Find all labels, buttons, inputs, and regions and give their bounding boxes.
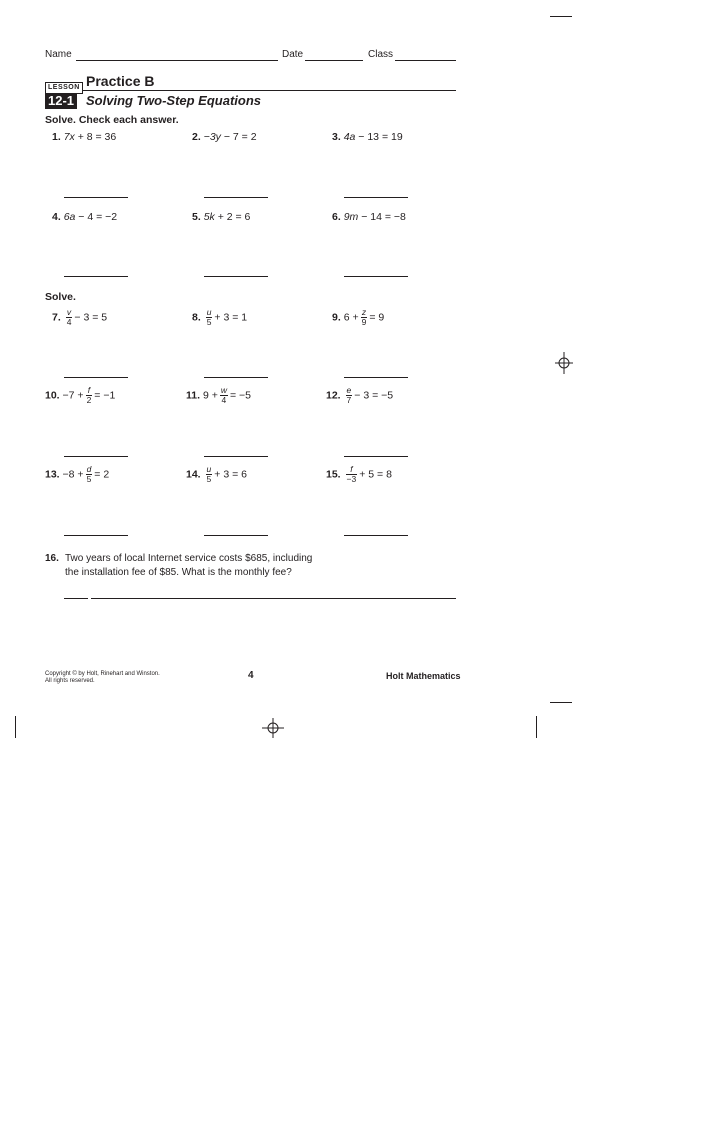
fraction: $\frac{v}{4}$ [66,307,72,327]
answer-line-9[interactable] [344,377,408,378]
problem-4: 4. 6a − 4 = −2 [52,211,118,223]
crop-mark-bottom-right [550,702,572,703]
fraction: $\frac{z}{9}$ [361,307,367,327]
answer-line-6[interactable] [344,276,408,277]
problem-1: 1. 7x + 8 = 36 [52,131,117,143]
problem-2: 2. −3y − 7 = 2 [192,131,257,143]
word-problem-text-line1: Two years of local Internet service costs $685, including [65,553,313,564]
lesson-number-badge: 12-1 [45,93,77,109]
answer-line-5[interactable] [204,276,268,277]
problem-6: 6. 9m − 14 = −8 [332,211,406,223]
registration-mark-right-icon [555,352,573,374]
problem-15: 15. $\frac{f}{-3}$ + 5 = 8 [326,464,392,484]
answer-line-8[interactable] [204,377,268,378]
problem-13: 13. −8 + $\frac{d}{5}$ = 2 [45,464,110,484]
answer-line-11[interactable] [204,456,268,457]
fraction: $\frac{d}{5}$ [86,464,92,484]
date-label: Date [282,49,304,60]
section1-instruction: Solve. Check each answer. [45,114,179,126]
answer-line-15[interactable] [344,535,408,536]
crop-mark-left [15,716,16,738]
problem-10: 10. −7 + $\frac{f}{2}$ = −1 [45,385,116,405]
crop-mark-right [536,716,537,738]
word-problem-text-line2: the installation fee of $85. What is the monthly fee? [65,567,292,578]
answer-line-3[interactable] [344,197,408,198]
problem-9: 9. 6 + $\frac{z}{9}$ = 9 [332,307,385,327]
answer-line-4[interactable] [64,276,128,277]
fraction: $\frac{f}{2}$ [86,385,92,405]
page-title: Practice B [86,73,155,89]
answer-line-7[interactable] [64,377,128,378]
problem-11: 11. 9 + $\frac{w}{4}$ = −5 [186,385,252,405]
brand-name: Holt Mathematics [386,671,461,681]
answer-line-12[interactable] [344,456,408,457]
fraction: $\frac{u}{5}$ [206,307,212,327]
answer-line-2[interactable] [204,197,268,198]
registration-mark-bottom-icon [262,718,284,738]
fraction: $\frac{e}{7}$ [346,385,352,405]
problem-5: 5. 5k + 2 = 6 [192,211,251,223]
page-number: 4 [248,670,254,681]
name-field[interactable] [76,60,278,61]
section2-instruction: Solve. [45,291,76,303]
class-field[interactable] [395,60,456,61]
problem-7: 7. $\frac{v}{4}$ − 3 = 5 [52,307,108,327]
date-field[interactable] [305,60,363,61]
fraction: $\frac{f}{-3}$ [346,464,357,484]
word-problem-16: 16. [45,553,59,564]
copyright [45,671,160,685]
problem-3: 3. 4a − 13 = 19 [332,131,403,143]
fraction: $\frac{u}{5}$ [206,464,212,484]
answer-line-16b[interactable] [91,598,456,599]
problem-8: 8. $\frac{u}{5}$ + 3 = 1 [192,307,248,327]
answer-line-13[interactable] [64,535,128,536]
title-rule [82,90,456,91]
lesson-tag: LESSON [45,82,83,94]
crop-mark-top-right [550,16,572,17]
class-label: Class [368,49,394,60]
problem-12: 12. $\frac{e}{7}$ − 3 = −5 [326,385,394,405]
fraction: $\frac{w}{4}$ [220,385,227,405]
answer-line-1[interactable] [64,197,128,198]
copyright-line2: All rights reserved. [45,678,95,684]
answer-line-16a[interactable] [64,598,88,599]
name-label: Name [45,49,72,60]
page-subtitle: Solving Two-Step Equations [86,93,262,108]
answer-line-14[interactable] [204,535,268,536]
copyright-line1: Copyright © by Holt, Rinehart and Winston. [45,671,160,677]
answer-line-10[interactable] [64,456,128,457]
problem-14: 14. $\frac{u}{5}$ + 3 = 6 [186,464,247,484]
